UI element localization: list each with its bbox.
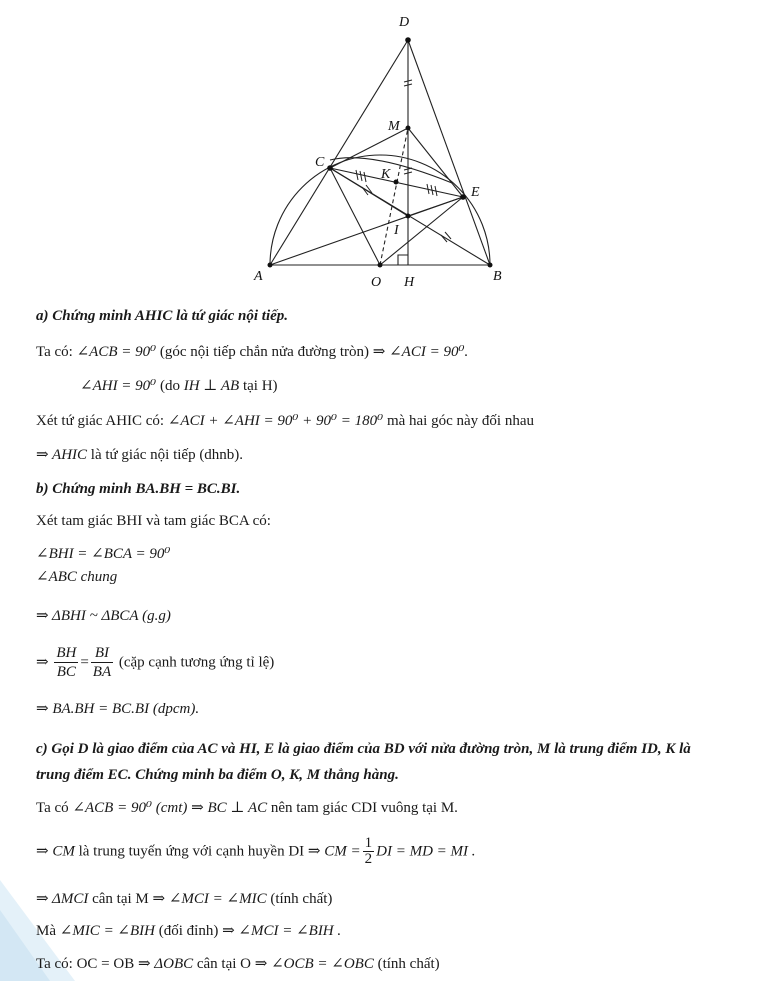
part-b-line-6: ⇒ BA.BH = BC.BI (dpcm). bbox=[36, 701, 200, 717]
part-c-line-4: Mà ∠MIC = ∠BIH (đối đỉnh) ⇒ ∠MCI = ∠BIH . bbox=[36, 923, 342, 939]
part-a-heading: a) Chứng minh AHIC là tứ giác nội tiếp. bbox=[36, 308, 289, 324]
label-e: E bbox=[471, 185, 480, 200]
part-c-line-2: ⇒ CM là trung tuyến ứng với cạnh huyền DI ⇒ CM = $\frac{1}{2}$ DI = MD = MI . bbox=[36, 835, 476, 867]
part-c-line-5: Ta có: OC = OB ⇒ ΔOBC cân tại O ⇒ ∠OCB = ∠OBC (tính chất) bbox=[36, 956, 440, 972]
part-b-line-1: Xét tam giác BHI và tam giác BCA có: bbox=[36, 513, 271, 529]
fraction-bi-ba: $\frac{BI}{BA}$ bbox=[92, 645, 112, 680]
label-a: A bbox=[254, 269, 263, 284]
part-a-line-3: Xét tứ giác AHIC có: ∠ACI + ∠AHI = 90⁰ + 90⁰ = 180⁰ mà hai góc này đối nhau bbox=[36, 413, 534, 429]
label-k: K bbox=[381, 167, 391, 182]
part-a-line-4: ⇒ AHIC là tứ giác nội tiếp (dhnb). bbox=[36, 447, 244, 463]
label-m: M bbox=[388, 119, 400, 134]
label-c: C bbox=[315, 155, 325, 170]
right-angle-mark bbox=[398, 255, 408, 265]
label-d: D bbox=[399, 15, 410, 30]
label-h: H bbox=[404, 275, 415, 290]
part-b-line-2: ∠BHI = ∠BCA = 90⁰ bbox=[36, 546, 171, 562]
part-a-line-2: ∠AHI = 90⁰ (do IH ⊥ AB tại H) bbox=[80, 378, 278, 394]
part-c-heading: c) Gọi D là giao điểm của AC và HI, E là giao điểm của BD với nửa đường tròn, M là trung điểm ID, K là trung điểm EC. Chứng minh ba điểm O, K, M thẳng hàng. bbox=[36, 741, 691, 783]
label-o: O bbox=[371, 275, 382, 290]
segment-ci bbox=[330, 168, 408, 216]
fraction-one-half: $\frac{1}{2}$ bbox=[364, 835, 373, 867]
label-i: I bbox=[394, 223, 399, 238]
part-b-heading: b) Chứng minh BA.BH = BC.BI. bbox=[36, 481, 241, 497]
geometry-figure bbox=[240, 8, 530, 294]
part-b-line-5: ⇒ $\frac{BH}{BC}$ = $\frac{BI}{BA}$ (cặp cạnh tương ứng tỉ lệ) bbox=[36, 645, 275, 680]
label-b: B bbox=[493, 269, 502, 284]
segment-ie bbox=[408, 197, 463, 216]
part-a-line-1: Ta có: ∠ACB = 90⁰ (góc nội tiếp chắn nửa đường tròn) ⇒ ∠ACI = 90⁰. bbox=[36, 344, 469, 360]
part-b-line-4: ⇒ ΔBHI ~ ΔBCA (g.g) bbox=[36, 608, 171, 624]
segment-ad bbox=[270, 40, 408, 265]
part-c-line-1: Ta có ∠ACB = 90⁰ (cmt) ⇒ BC ⊥ AC nên tam giác CDI vuông tại M. bbox=[36, 800, 458, 816]
segment-oe bbox=[380, 197, 463, 265]
segment-om bbox=[380, 128, 408, 265]
part-c-line-3: ⇒ ΔMCI cân tại M ⇒ ∠MCI = ∠MIC (tính chất) bbox=[36, 891, 333, 907]
semicircle-arc bbox=[270, 155, 490, 265]
segment-bd bbox=[408, 40, 490, 265]
fraction-bh-bc: $\frac{BH}{BC}$ bbox=[56, 645, 77, 680]
part-b-line-3: ∠ABC chung bbox=[36, 569, 118, 585]
